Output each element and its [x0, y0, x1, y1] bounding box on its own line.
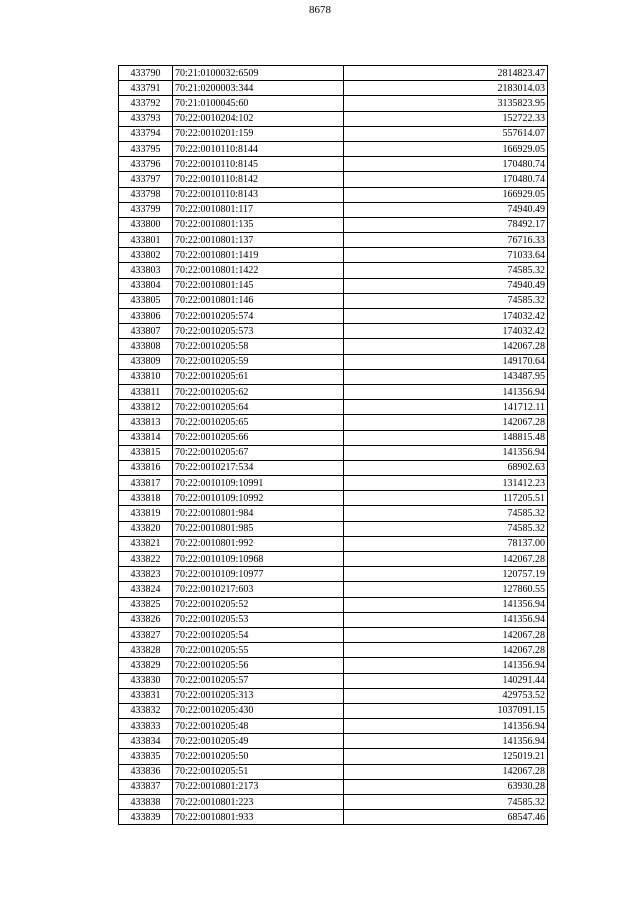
row-number-cell: 433793	[119, 111, 173, 126]
table-row	[119, 66, 548, 81]
cadastral-number-cell: 70:22:0010109:10992	[173, 491, 344, 506]
row-number-cell: 433817	[119, 476, 173, 491]
cadastral-number-cell: 70:22:0010205:65	[173, 415, 344, 430]
table-row	[119, 552, 548, 567]
cadastral-value-cell: 74940.49	[344, 278, 548, 293]
cadastral-number-cell: 70:22:0010205:66	[173, 430, 344, 445]
cadastral-value-cell: 74585.32	[344, 263, 548, 278]
cadastral-value-cell: 141356.94	[344, 445, 548, 460]
table-row	[119, 734, 548, 749]
cadastral-number-cell: 70:22:0010801:984	[173, 506, 344, 521]
row-number-cell: 433810	[119, 369, 173, 384]
cadastral-number-cell: 70:22:0010205:48	[173, 719, 344, 734]
cadastral-value-cell: 142067.28	[344, 643, 548, 658]
table-row	[119, 278, 548, 293]
cadastral-value-cell: 125019.21	[344, 749, 548, 764]
table-row	[119, 643, 548, 658]
row-number-cell: 433823	[119, 567, 173, 582]
cadastral-number-cell: 70:22:0010109:10968	[173, 552, 344, 567]
registry-table-body	[119, 66, 548, 825]
cadastral-number-cell: 70:22:0010109:10991	[173, 476, 344, 491]
row-number-cell: 433808	[119, 339, 173, 354]
cadastral-value-cell: 2814823.47	[344, 66, 548, 81]
row-number-cell: 433834	[119, 734, 173, 749]
cadastral-value-cell: 141356.94	[344, 658, 548, 673]
cadastral-number-cell: 70:22:0010205:50	[173, 749, 344, 764]
cadastral-number-cell: 70:22:0010205:67	[173, 445, 344, 460]
cadastral-value-cell: 74585.32	[344, 506, 548, 521]
row-number-cell: 433825	[119, 597, 173, 612]
row-number-cell: 433827	[119, 627, 173, 642]
cadastral-number-cell: 70:22:0010109:10977	[173, 567, 344, 582]
table-row	[119, 810, 548, 825]
row-number-cell: 433795	[119, 141, 173, 156]
table-row	[119, 658, 548, 673]
cadastral-number-cell: 70:22:0010205:573	[173, 324, 344, 339]
table-row	[119, 673, 548, 688]
row-number-cell: 433821	[119, 536, 173, 551]
table-row	[119, 187, 548, 202]
table-row	[119, 430, 548, 445]
row-number-cell: 433837	[119, 779, 173, 794]
cadastral-value-cell: 76716.33	[344, 233, 548, 248]
cadastral-value-cell: 152722.33	[344, 111, 548, 126]
row-number-cell: 433815	[119, 445, 173, 460]
cadastral-value-cell: 166929.05	[344, 141, 548, 156]
cadastral-number-cell: 70:22:0010110:8143	[173, 187, 344, 202]
table-row	[119, 384, 548, 399]
cadastral-value-cell: 78137.00	[344, 536, 548, 551]
row-number-cell: 433832	[119, 703, 173, 718]
cadastral-number-cell: 70:22:0010205:59	[173, 354, 344, 369]
cadastral-number-cell: 70:22:0010801:146	[173, 293, 344, 308]
table-row	[119, 627, 548, 642]
table-row	[119, 400, 548, 415]
table-row	[119, 263, 548, 278]
cadastral-number-cell: 70:22:0010801:1419	[173, 248, 344, 263]
cadastral-value-cell: 166929.05	[344, 187, 548, 202]
cadastral-number-cell: 70:22:0010801:933	[173, 810, 344, 825]
cadastral-value-cell: 74940.49	[344, 202, 548, 217]
row-number-cell: 433790	[119, 66, 173, 81]
row-number-cell: 433820	[119, 521, 173, 536]
cadastral-value-cell: 68902.63	[344, 460, 548, 475]
row-number-cell: 433822	[119, 552, 173, 567]
table-row	[119, 324, 548, 339]
cadastral-number-cell: 70:22:0010217:534	[173, 460, 344, 475]
cadastral-number-cell: 70:22:0010205:55	[173, 643, 344, 658]
cadastral-value-cell: 141356.94	[344, 734, 548, 749]
cadastral-value-cell: 141356.94	[344, 719, 548, 734]
cadastral-number-cell: 70:22:0010217:603	[173, 582, 344, 597]
table-row	[119, 567, 548, 582]
row-number-cell: 433798	[119, 187, 173, 202]
row-number-cell: 433792	[119, 96, 173, 111]
row-number-cell: 433805	[119, 293, 173, 308]
cadastral-number-cell: 70:22:0010205:430	[173, 703, 344, 718]
row-number-cell: 433830	[119, 673, 173, 688]
row-number-cell: 433839	[119, 810, 173, 825]
cadastral-number-cell: 70:22:0010205:61	[173, 369, 344, 384]
cadastral-number-cell: 70:22:0010205:56	[173, 658, 344, 673]
row-number-cell: 433812	[119, 400, 173, 415]
row-number-cell: 433836	[119, 764, 173, 779]
row-number-cell: 433838	[119, 795, 173, 810]
row-number-cell: 433833	[119, 719, 173, 734]
table-row	[119, 369, 548, 384]
row-number-cell: 433814	[119, 430, 173, 445]
table-row	[119, 309, 548, 324]
table-row	[119, 217, 548, 232]
cadastral-value-cell: 3135823.95	[344, 96, 548, 111]
row-number-cell: 433796	[119, 157, 173, 172]
row-number-cell: 433791	[119, 81, 173, 96]
cadastral-value-cell: 143487.95	[344, 369, 548, 384]
cadastral-number-cell: 70:21:0200003:344	[173, 81, 344, 96]
cadastral-number-cell: 70:22:0010110:8145	[173, 157, 344, 172]
cadastral-value-cell: 74585.32	[344, 293, 548, 308]
table-row	[119, 141, 548, 156]
cadastral-number-cell: 70:22:0010205:62	[173, 384, 344, 399]
row-number-cell: 433835	[119, 749, 173, 764]
table-row	[119, 126, 548, 141]
cadastral-number-cell: 70:22:0010801:223	[173, 795, 344, 810]
cadastral-number-cell: 70:22:0010205:53	[173, 612, 344, 627]
table-row	[119, 415, 548, 430]
row-number-cell: 433794	[119, 126, 173, 141]
table-row	[119, 779, 548, 794]
cadastral-value-cell: 120757.19	[344, 567, 548, 582]
cadastral-value-cell: 174032.42	[344, 309, 548, 324]
table-row	[119, 248, 548, 263]
cadastral-number-cell: 70:22:0010205:54	[173, 627, 344, 642]
cadastral-number-cell: 70:22:0010801:135	[173, 217, 344, 232]
cadastral-number-cell: 70:22:0010205:313	[173, 688, 344, 703]
table-row	[119, 597, 548, 612]
cadastral-number-cell: 70:21:0100045:60	[173, 96, 344, 111]
cadastral-value-cell: 127860.55	[344, 582, 548, 597]
cadastral-value-cell: 71033.64	[344, 248, 548, 263]
cadastral-value-cell: 140291.44	[344, 673, 548, 688]
table-row	[119, 460, 548, 475]
cadastral-value-cell: 141356.94	[344, 597, 548, 612]
cadastral-value-cell: 149170.64	[344, 354, 548, 369]
row-number-cell: 433800	[119, 217, 173, 232]
row-number-cell: 433828	[119, 643, 173, 658]
cadastral-number-cell: 70:22:0010205:52	[173, 597, 344, 612]
cadastral-value-cell: 131412.23	[344, 476, 548, 491]
cadastral-value-cell: 68547.46	[344, 810, 548, 825]
row-number-cell: 433799	[119, 202, 173, 217]
table-row	[119, 157, 548, 172]
cadastral-number-cell: 70:22:0010801:985	[173, 521, 344, 536]
row-number-cell: 433802	[119, 248, 173, 263]
cadastral-value-cell: 63930.28	[344, 779, 548, 794]
table-row	[119, 703, 548, 718]
table-row	[119, 719, 548, 734]
cadastral-value-cell: 74585.32	[344, 795, 548, 810]
cadastral-number-cell: 70:22:0010205:49	[173, 734, 344, 749]
table-row	[119, 506, 548, 521]
row-number-cell: 433804	[119, 278, 173, 293]
row-number-cell: 433803	[119, 263, 173, 278]
row-number-cell: 433829	[119, 658, 173, 673]
cadastral-number-cell: 70:22:0010201:159	[173, 126, 344, 141]
cadastral-number-cell: 70:22:0010110:8142	[173, 172, 344, 187]
cadastral-number-cell: 70:22:0010801:137	[173, 233, 344, 248]
table-row	[119, 202, 548, 217]
cadastral-number-cell: 70:22:0010801:1422	[173, 263, 344, 278]
table-row	[119, 233, 548, 248]
cadastral-value-cell: 142067.28	[344, 339, 548, 354]
cadastral-value-cell: 148815.48	[344, 430, 548, 445]
cadastral-value-cell: 141356.94	[344, 612, 548, 627]
cadastral-value-cell: 142067.28	[344, 627, 548, 642]
row-number-cell: 433806	[119, 309, 173, 324]
cadastral-value-cell: 78492.17	[344, 217, 548, 232]
table-row	[119, 749, 548, 764]
registry-table	[118, 65, 548, 825]
row-number-cell: 433801	[119, 233, 173, 248]
cadastral-value-cell: 557614.07	[344, 126, 548, 141]
cadastral-value-cell: 429753.52	[344, 688, 548, 703]
cadastral-number-cell: 70:22:0010205:57	[173, 673, 344, 688]
cadastral-value-cell: 142067.28	[344, 415, 548, 430]
row-number-cell: 433816	[119, 460, 173, 475]
cadastral-value-cell: 170480.74	[344, 157, 548, 172]
row-number-cell: 433818	[119, 491, 173, 506]
row-number-cell: 433824	[119, 582, 173, 597]
table-row	[119, 521, 548, 536]
cadastral-number-cell: 70:22:0010205:64	[173, 400, 344, 415]
table-row	[119, 293, 548, 308]
cadastral-value-cell: 174032.42	[344, 324, 548, 339]
cadastral-number-cell: 70:22:0010801:145	[173, 278, 344, 293]
cadastral-number-cell: 70:22:0010110:8144	[173, 141, 344, 156]
row-number-cell: 433811	[119, 384, 173, 399]
table-row	[119, 111, 548, 126]
table-row	[119, 172, 548, 187]
table-row	[119, 764, 548, 779]
table-row	[119, 96, 548, 111]
cadastral-number-cell: 70:22:0010205:58	[173, 339, 344, 354]
row-number-cell: 433809	[119, 354, 173, 369]
table-row	[119, 81, 548, 96]
cadastral-number-cell: 70:22:0010205:51	[173, 764, 344, 779]
cadastral-value-cell: 142067.28	[344, 764, 548, 779]
row-number-cell: 433813	[119, 415, 173, 430]
cadastral-value-cell: 141712.11	[344, 400, 548, 415]
cadastral-number-cell: 70:22:0010801:2173	[173, 779, 344, 794]
cadastral-value-cell: 2183014.03	[344, 81, 548, 96]
row-number-cell: 433807	[119, 324, 173, 339]
table-row	[119, 339, 548, 354]
table-row	[119, 688, 548, 703]
table-row	[119, 491, 548, 506]
table-row	[119, 476, 548, 491]
table-row	[119, 582, 548, 597]
cadastral-value-cell: 142067.28	[344, 552, 548, 567]
cadastral-number-cell: 70:21:0100032:6509	[173, 66, 344, 81]
row-number-cell: 433819	[119, 506, 173, 521]
row-number-cell: 433826	[119, 612, 173, 627]
cadastral-value-cell: 117205.51	[344, 491, 548, 506]
table-row	[119, 536, 548, 551]
cadastral-value-cell: 74585.32	[344, 521, 548, 536]
table-row	[119, 354, 548, 369]
table-row	[119, 612, 548, 627]
cadastral-number-cell: 70:22:0010801:992	[173, 536, 344, 551]
cadastral-value-cell: 170480.74	[344, 172, 548, 187]
cadastral-value-cell: 1037091.15	[344, 703, 548, 718]
cadastral-number-cell: 70:22:0010801:117	[173, 202, 344, 217]
table-row	[119, 795, 548, 810]
cadastral-value-cell: 141356.94	[344, 384, 548, 399]
cadastral-number-cell: 70:22:0010205:574	[173, 309, 344, 324]
table-row	[119, 445, 548, 460]
cadastral-number-cell: 70:22:0010204:102	[173, 111, 344, 126]
row-number-cell: 433797	[119, 172, 173, 187]
page-number: 8678	[309, 4, 331, 16]
row-number-cell: 433831	[119, 688, 173, 703]
